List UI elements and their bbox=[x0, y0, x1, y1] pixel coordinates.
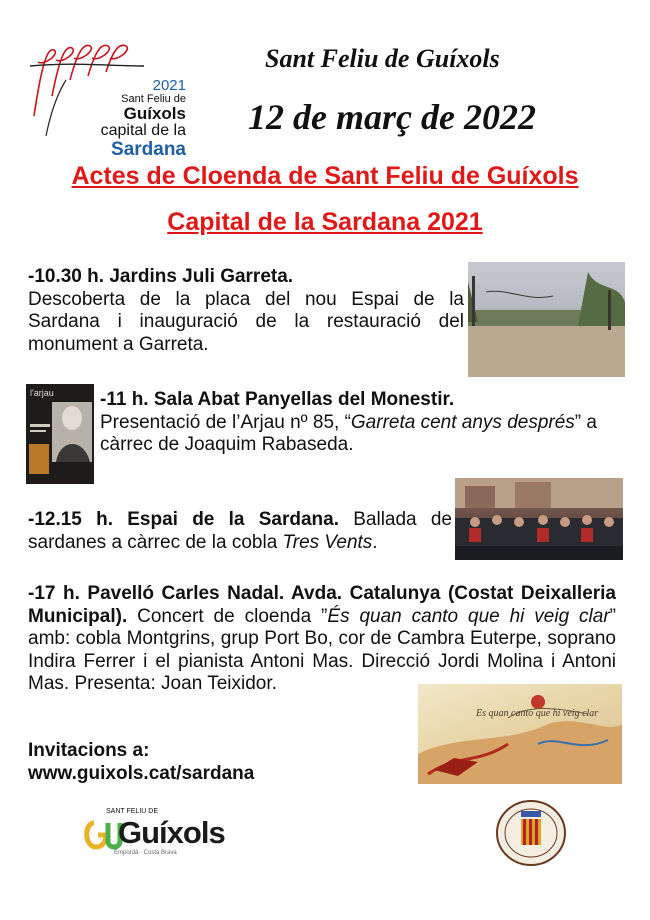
invitations bbox=[28, 740, 254, 785]
event-2 bbox=[100, 389, 600, 457]
event-3-desc-post: . bbox=[372, 531, 378, 553]
event-1-description: Descoberta de la placa del nou Espai de la Sardana i inauguració de la restauració del monument a Garreta. bbox=[28, 288, 464, 355]
event-2-desc-italic: Garreta cent anys després bbox=[350, 411, 575, 433]
event-4-desc-post: ” amb: cobla Montgrins, grup Port Bo, cor de Cambra Euterpe, soprano Indira Ferrer i el pianista Antoni Mas. Direcció Jordi Molina i Antoni Mas. Presenta: Joan Teixidor. bbox=[28, 605, 616, 694]
logo-line2: capital de la bbox=[100, 122, 186, 140]
book-cover-title: l'arjau bbox=[30, 388, 54, 398]
event-4-time: -17 h. Pavelló Carles Nadal. Avda. Catalunya (Costat Deixalleria Municipal). bbox=[28, 583, 616, 627]
event-3-desc-pre: Ballada de sardanes a càrrec de la cobla bbox=[28, 509, 453, 553]
concert-painting bbox=[418, 684, 622, 784]
event-2-desc-post: ” a càrrec de Joaquim Rabaseda. bbox=[100, 411, 597, 455]
event-1-time: -10.30 h. Jardins Juli Garreta. bbox=[28, 266, 294, 287]
logo-year: 2021 bbox=[152, 77, 186, 94]
guixols-logo-sub: Empordà · Costa Brava bbox=[114, 850, 177, 856]
event-4-desc-pre: Concert de cloenda ” bbox=[127, 605, 328, 627]
event-3-time: -12.15 h. Espai de la Sardana. bbox=[28, 509, 339, 530]
gardens-photo bbox=[468, 262, 625, 377]
event-3-desc-italic: Tres Vents bbox=[282, 531, 373, 553]
capital-sardana-logo bbox=[26, 36, 196, 160]
cobla-photo bbox=[455, 478, 623, 560]
painting-caption: Es quan canto que hi veig clar bbox=[476, 708, 599, 719]
invitations-url[interactable]: www.guixols.cat/sardana bbox=[28, 762, 255, 784]
logo-city bbox=[62, 94, 186, 123]
guixols-logo-text: Guíxols bbox=[118, 815, 225, 850]
logo-line3: Sardana bbox=[111, 138, 186, 160]
event-2-desc-pre: Presentació de l’Arjau nº 85, “ bbox=[100, 411, 351, 433]
logo-city-main: Guíxols bbox=[123, 104, 186, 124]
event-1 bbox=[28, 266, 464, 356]
event-4-desc-italic: És quan canto que hi veig clar bbox=[327, 605, 610, 627]
event-2-time: -11 h. Sala Abat Panyellas del Monestir. bbox=[100, 389, 455, 410]
event-3 bbox=[28, 509, 452, 554]
subtitle: Capital de la Sardana 2021 bbox=[167, 208, 483, 236]
arjau-book-cover bbox=[26, 384, 94, 484]
logo-city-prefix: Sant Feliu de bbox=[121, 92, 186, 105]
main-title: Actes de Cloenda de Sant Feliu de Guíxols bbox=[71, 162, 579, 190]
header-date: 12 de març de 2022 bbox=[248, 97, 536, 137]
header-city: Sant Feliu de Guíxols bbox=[265, 44, 500, 73]
guixols-logo-small: SANT FELIU DE bbox=[106, 808, 158, 815]
institution-seal-icon bbox=[493, 797, 569, 869]
guixols-logo bbox=[78, 800, 225, 860]
invitations-label: Invitacions a: bbox=[28, 740, 150, 761]
